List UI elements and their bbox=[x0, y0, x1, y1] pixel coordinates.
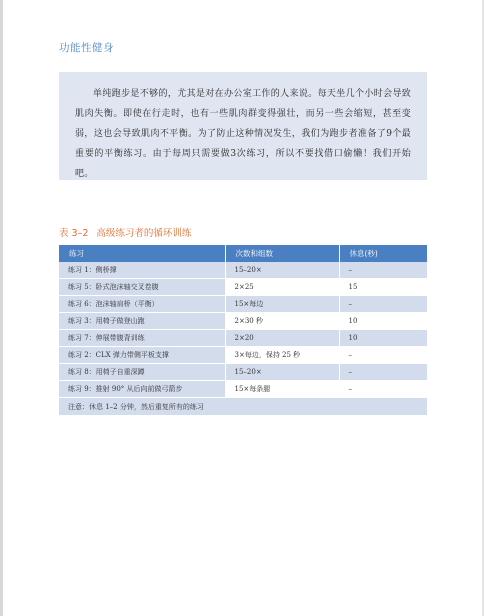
exercise-cell: 练习 3：用椅子做登山跑 bbox=[59, 313, 225, 330]
exercise-cell: 练习 8：用椅子自重深蹲 bbox=[59, 364, 225, 381]
reps-cell: 15–20× bbox=[225, 364, 339, 381]
table-caption bbox=[59, 225, 191, 239]
reps-cell: 2×20 bbox=[225, 330, 339, 347]
reps-cell: 2×30 秒 bbox=[225, 313, 339, 330]
table-caption-text: 高级练习者的循环训练 bbox=[96, 228, 192, 239]
table-number: 表 3–2 bbox=[59, 228, 89, 239]
table-row bbox=[59, 262, 427, 279]
exercise-cell: 练习 1：侧桥撑 bbox=[59, 262, 225, 279]
column-header-exercise: 练习 bbox=[59, 245, 225, 262]
reps-cell: 15–20× bbox=[225, 262, 339, 279]
rest-cell: – bbox=[339, 262, 427, 279]
exercise-cell: 练习 7：伸展带腹背训练 bbox=[59, 330, 225, 347]
exercise-cell: 练习 5：卧式泡沫轴交叉卷腹 bbox=[59, 279, 225, 296]
exercise-cell: 练习 2：CLX 弹力带侧平板支撑 bbox=[59, 347, 225, 364]
workout-table bbox=[59, 245, 427, 416]
rest-cell: – bbox=[339, 364, 427, 381]
reps-cell: 15×每条腿 bbox=[225, 381, 339, 398]
rest-cell: 15 bbox=[339, 279, 427, 296]
table-row bbox=[59, 364, 427, 381]
intro-box bbox=[59, 72, 427, 180]
intro-paragraph: 单纯跑步是不够的，尤其是对在办公室工作的人来说。每天坐几个小时会导致肌肉失衡。即使在行走时，也有一些肌肉群变得强壮，而另一些会缩短，甚至变弱，这也会导致肌肉不平衡。为了防止这种情况发生，我们为跑步者准备了9个最重要的平衡练习。由于每周只需要做3次练习，所以不要找借口偷懒！我们开始吧。 bbox=[75, 89, 411, 179]
rest-cell: – bbox=[339, 381, 427, 398]
exercise-cell: 练习 9：推射 90° 从后向前做弓箭步 bbox=[59, 381, 225, 398]
table-row bbox=[59, 347, 427, 364]
rest-cell: – bbox=[339, 347, 427, 364]
table-row bbox=[59, 296, 427, 313]
column-header-rest: 休息(秒) bbox=[339, 245, 427, 262]
table-row bbox=[59, 313, 427, 330]
reps-cell: 2×25 bbox=[225, 279, 339, 296]
reps-cell: 3×每边，保持 25 秒 bbox=[225, 347, 339, 364]
rest-cell: 10 bbox=[339, 330, 427, 347]
table-note-row bbox=[59, 398, 427, 416]
table-row bbox=[59, 381, 427, 398]
page-edge-left bbox=[0, 0, 3, 616]
table-row bbox=[59, 279, 427, 296]
reps-cell: 15×每边 bbox=[225, 296, 339, 313]
rest-cell: – bbox=[339, 296, 427, 313]
column-header-reps: 次数和组数 bbox=[225, 245, 339, 262]
table-note: 注意：休息 1–2 分钟，然后重复所有的练习 bbox=[59, 398, 427, 416]
running-header: 功能性健身 bbox=[59, 42, 114, 54]
table-header-row bbox=[59, 245, 427, 262]
table-row bbox=[59, 330, 427, 347]
exercise-cell: 练习 6：泡沫轴肩桥（平衡） bbox=[59, 296, 225, 313]
rest-cell: 10 bbox=[339, 313, 427, 330]
